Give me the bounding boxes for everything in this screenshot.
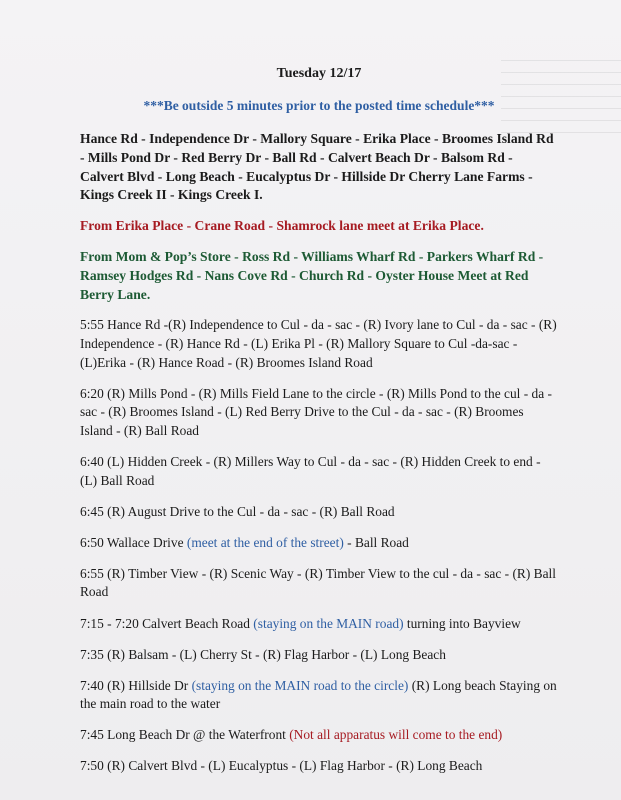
schedule-item-0745 bbox=[80, 726, 558, 745]
schedule-item-note: (staying on the MAIN road) bbox=[253, 615, 404, 631]
schedule-item-note: (meet at the end of the street) bbox=[186, 534, 344, 550]
route-green: From Mom & Pop’s Store - Ross Rd - Williams Wharf Rd - Parkers Wharf Rd - Ramsey Hodges Rd - Nans Cove Rd - Church Rd - Oyster House Meet at Red Berry Lane. bbox=[80, 248, 544, 302]
schedule-item-note: (staying on the MAIN road to the circle) bbox=[191, 677, 409, 693]
schedule-item-text: turning into Bayview bbox=[403, 615, 521, 631]
schedule-item-text: 7:15 - 7:20 Calvert Beach Road bbox=[80, 615, 254, 631]
route-red: From Erika Place - Crane Road - Shamrock lane meet at Erika Place. bbox=[80, 218, 484, 234]
schedule-item-0750: 7:50 (R) Calvert Blvd - (L) Eucalyptus - (L) Flag Harbor - (R) Long Beach bbox=[80, 758, 483, 774]
schedule-item-0715 bbox=[80, 615, 558, 634]
schedule-item-0645: 6:45 (R) August Drive to the Cul - da - sac - (R) Ball Road bbox=[80, 503, 395, 519]
schedule-content bbox=[80, 66, 558, 789]
schedule-item-0640: 6:40 (L) Hidden Creek - (R) Millers Way to Cul - da - sac - (R) Hidden Creek to end - (L) Ball Road bbox=[80, 453, 541, 488]
schedule-item-0740 bbox=[80, 677, 558, 714]
page-title: Tuesday 12/17 bbox=[276, 66, 362, 81]
schedule-item-note: (Not all apparatus will come to the end) bbox=[289, 727, 503, 743]
schedule-item-text: 7:40 (R) Hillside Dr bbox=[80, 677, 192, 693]
schedule-item-text: 6:50 Wallace Drive bbox=[80, 534, 187, 550]
schedule-item-0735: 7:35 (R) Balsam - (L) Cherry St - (R) Flag Harbor - (L) Long Beach bbox=[80, 646, 446, 662]
schedule-item-0655: 6:55 (R) Timber View - (R) Scenic Way - (R) Timber View to the cul - da - sac - (R) Ball Road bbox=[80, 565, 556, 600]
schedule-item-0555: 5:55 Hance Rd -(R) Independence to Cul - da - sac - (R) Ivory lane to Cul - da - sac - (R) Independence - (R) Hance Rd - (L) Erika Pl - (R) Mallory Square to Cul -da-sac - (L)Erika - (R) Hance Road - (R) Broomes Island Road bbox=[80, 317, 557, 370]
notice-line: ***Be outside 5 minutes prior to the posted time schedule*** bbox=[143, 98, 495, 113]
schedule-item-text: 7:45 Long Beach Dr @ the Waterfront bbox=[80, 727, 290, 743]
route-black: Hance Rd - Independence Dr - Mallory Square - Erika Place - Broomes Island Rd - Mills Pond Dr - Red Berry Dr - Ball Rd - Calvert Beach Dr - Balsom Rd - Calvert Blvd - Long Beach - Eucalyptus Dr - Hillside Dr Cherry Lane Farms - Kings Creek II - Kings Creek I. bbox=[80, 131, 554, 203]
schedule-item-0650 bbox=[80, 534, 558, 553]
schedule-item-text: (R) Long beach Staying on the main road to the water bbox=[80, 677, 557, 712]
schedule-item-0620: 6:20 (R) Mills Pond - (R) Mills Field Lane to the circle - (R) Mills Pond to the cul - da - sac - (R) Broomes Island - (L) Red Berry Drive to the Cul - da - sac - (R) Broomes Island - (R) Ball Road bbox=[80, 385, 552, 438]
schedule-item-text: - Ball Road bbox=[343, 534, 409, 550]
